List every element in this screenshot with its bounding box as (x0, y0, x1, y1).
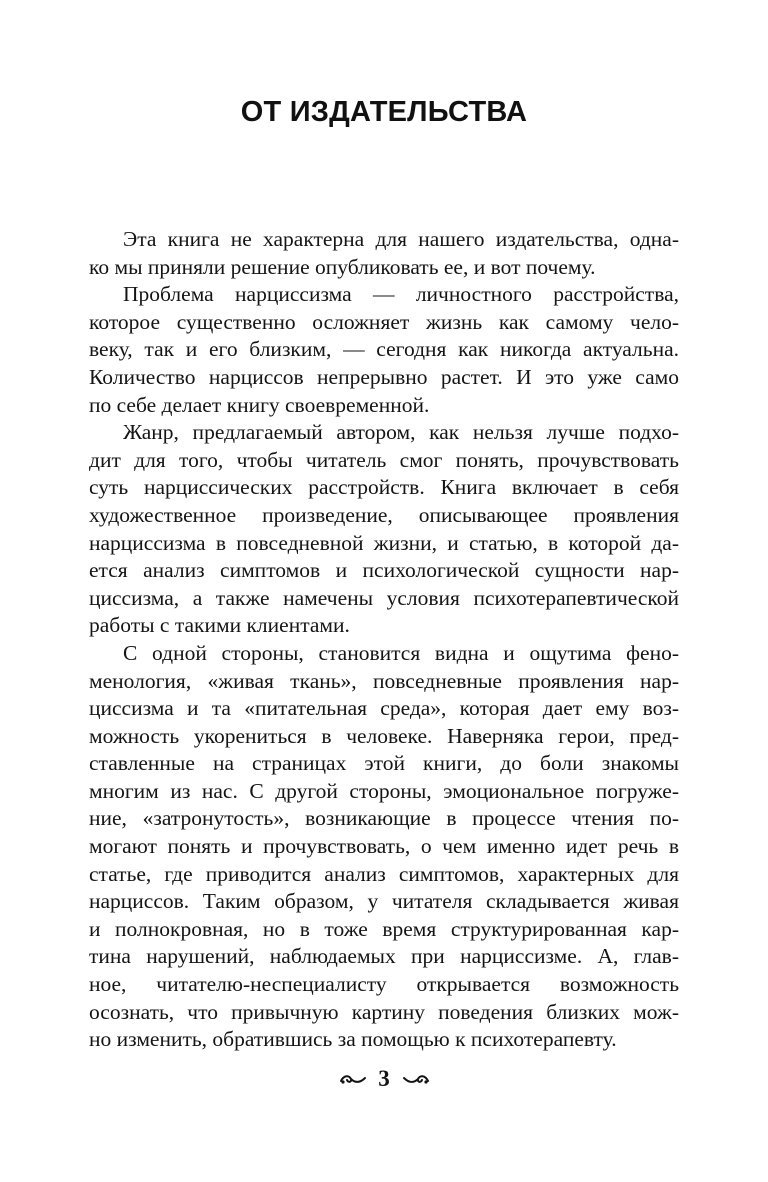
text-line: веку, так и его близким, — сегодня как никогда актуальна. (89, 337, 679, 362)
text-line: тина нарушений, наблюдаемых при нарциссизме. А, глав- (89, 944, 679, 969)
text-line: по себе делает книгу своевременной. (89, 392, 430, 417)
body-text (89, 226, 679, 1054)
text-line: С одной стороны, становится видна и ощутима фено- (123, 640, 679, 665)
text-line: художественное произведение, описывающее проявления (89, 502, 679, 527)
page-number: 3 (378, 1065, 390, 1091)
text-line: циссизма и та «питательная среда», которая дает ему воз- (89, 696, 679, 721)
text-line: дит для того, чтобы читатель смог понять, прочувствовать (89, 447, 679, 472)
text-line: менология, «живая ткань», повседневные проявления нар- (89, 668, 679, 693)
text-line: и полнокровная, но в тоже время структурированная кар- (89, 916, 679, 941)
text-line: многим из нас. С другой стороны, эмоциональное погруже- (89, 778, 679, 803)
text-line: ется анализ симптомов и психологической сущности нар- (89, 558, 679, 583)
text-line: нарциссизма в повседневной жизни, и статью, в которой да- (89, 530, 679, 555)
text-line: могают понять и прочувствовать, о чем именно идет речь в (89, 834, 679, 859)
text-line: суть нарциссических расстройств. Книга включает в себя (89, 475, 679, 500)
ornament-left-icon (339, 1072, 367, 1086)
text-line: осознать, что привычную картину поведения близких мож- (89, 999, 679, 1024)
page-title: ОТ ИЗДАТЕЛЬСТВА (240, 96, 528, 128)
text-line: ко мы приняли решение опубликовать ее, и вот почему. (89, 254, 596, 279)
text-line: которое существенно осложняет жизнь как самому чело- (89, 309, 679, 334)
ornament-right-icon (402, 1072, 430, 1086)
text-line: статье, где приводится анализ симптомов, характерных для (89, 861, 679, 886)
text-line: но изменить, обратившись за помощью к психотерапевту. (89, 1027, 617, 1052)
text-line: нарциссов. Таким образом, у читателя складывается живая (89, 889, 679, 914)
text-line: можность укорениться в человеке. Наверняка герои, пред- (89, 723, 679, 748)
text-line: Эта книга не характерна для нашего издательства, одна- (123, 227, 679, 251)
text-line: ставленные на страницах этой книги, до боли знакомы (89, 751, 679, 776)
text-line: работы с такими клиентами. (89, 613, 350, 638)
text-line: циссизма, а также намечены условия психотерапевтической (89, 585, 679, 610)
page-number-footer (0, 1064, 768, 1092)
text-line: Количество нарциссов непрерывно растет. И это уже само (89, 364, 679, 389)
text-line: Жанр, предлагаемый автором, как нельзя лучше подхо- (123, 420, 679, 445)
text-line: ние, «затронутость», возникающие в процессе чтения по- (89, 806, 679, 831)
text-line: ное, читателю-неспециалисту открывается возможность (89, 972, 679, 997)
text-line: Проблема нарциссизма — личностного расстройства, (123, 282, 679, 307)
